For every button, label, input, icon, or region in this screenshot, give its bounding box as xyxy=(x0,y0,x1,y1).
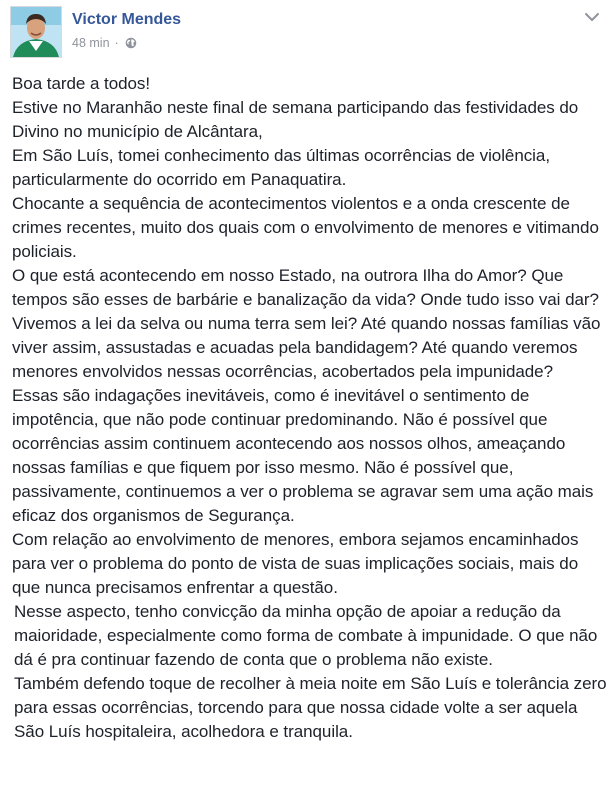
post-message xyxy=(12,72,608,744)
post-paragraph: Nesse aspecto, tenho convicção da minha opção de apoiar a redução da maioridade, especialmente como forma de combate à impunidade. O que não dá é pra continuar fazendo de conta que o problema não existe. xyxy=(14,602,598,669)
avatar[interactable] xyxy=(10,6,62,58)
chevron-down-icon[interactable] xyxy=(584,10,600,22)
post-timestamp[interactable]: 48 min xyxy=(72,36,110,50)
post-paragraph: Boa tarde a todos! xyxy=(12,74,151,93)
post-paragraph: Estive no Maranhão neste final de semana participando das festividades do Divino no município de Alcântara, xyxy=(12,98,579,141)
author-name[interactable]: Victor Mendes xyxy=(72,11,182,28)
globe-icon[interactable] xyxy=(125,37,137,49)
profile-photo-icon xyxy=(11,7,61,57)
post-header xyxy=(10,6,181,60)
post-meta xyxy=(72,6,181,50)
post-paragraph: Com relação ao envolvimento de menores, embora sejamos encaminhados para ver o problema do ponto de vista de suas implicações sociais, mais do que nunca precisamos enfrentar a questão. xyxy=(12,530,579,597)
post-paragraph: Essas são indagações inevitáveis, como é inevitável o sentimento de impotência, que não pode continuar predominando. Não é possível que ocorrências assim continuem acontecendo aos nossos olhos, ameaçando nossas famílias e que fiquem por isso mesmo. Não é possível que, passivamente, continuemos a ver o problema se agravar sem uma ação mais eficaz dos organismos de Segurança. xyxy=(12,386,594,525)
post-subline xyxy=(72,36,181,50)
meta-separator: · xyxy=(114,36,119,50)
post-paragraph: Também defendo toque de recolher à meia noite em São Luís e tolerância zero para essas ocorrências, torcendo para que nossa cidade volte a ser aquela São Luís hospitaleira, acolhedora e tranquila. xyxy=(14,674,607,741)
post-paragraph: Chocante a sequência de acontecimentos violentos e a onda crescente de crimes recentes, muito dos quais com o envolvimento de menores e vitimando policiais. xyxy=(12,194,599,261)
post-paragraph: Em São Luís, tomei conhecimento das últimas ocorrências de violência, particularmente do ocorrido em Panaquatira. xyxy=(12,146,550,189)
post-paragraph: O que está acontecendo em nosso Estado, na outrora Ilha do Amor? Que tempos são esses de barbárie e banalização da vida? Onde tudo isso vai dar? Vivemos a lei da selva ou numa terra sem lei? Até quando nossas famílias vão viver assim, assustadas e acuadas pela bandidagem? Até quando veremos menores envolvidos nessas ocorrências, acobertados pela impunidade? xyxy=(12,266,601,381)
